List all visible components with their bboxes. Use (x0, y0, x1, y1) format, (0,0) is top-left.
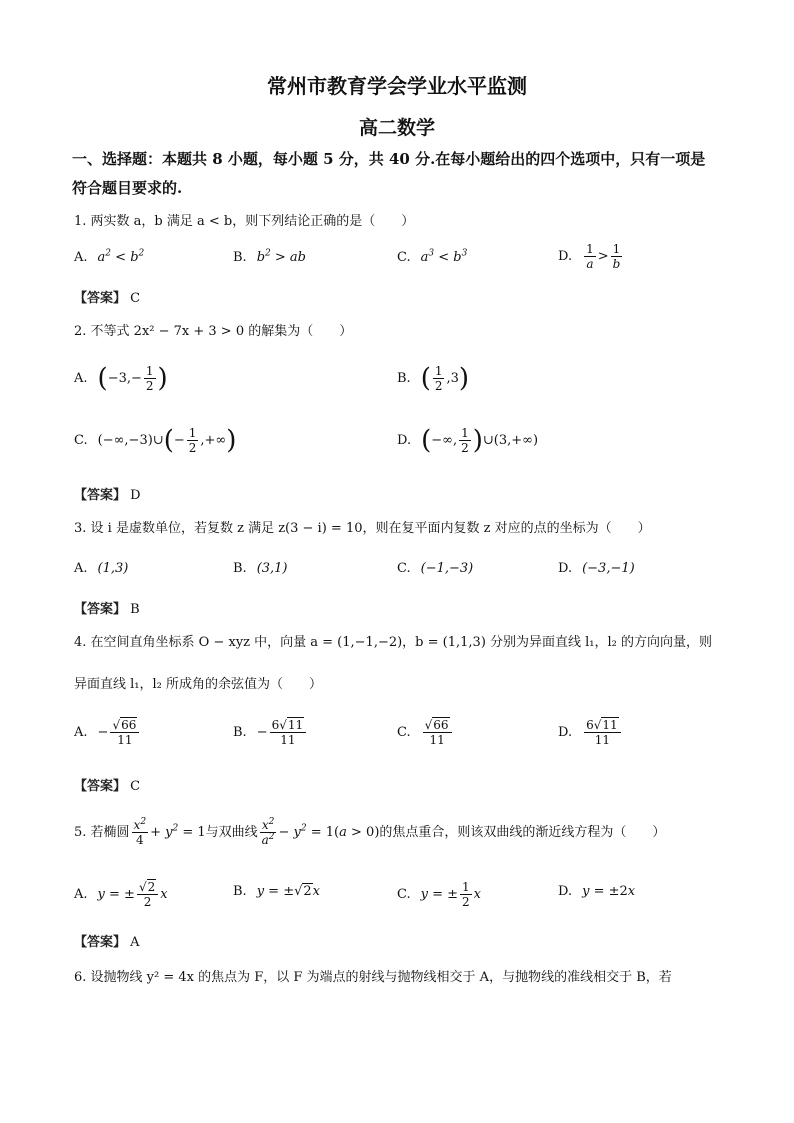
q1-option-c-expr: $a^3 < b^3$ (420, 248, 468, 265)
q5-option-b (233, 884, 320, 899)
option-label: B. (233, 725, 247, 740)
option-label: C. (397, 725, 411, 740)
section-heading-line2: 符合题目要求的. (72, 179, 183, 197)
section-heading (72, 145, 732, 203)
q4-answer (74, 775, 140, 794)
question-4-text-line2: 异面直线 l₁，l₂ 所成角的余弦值为（ ） (74, 677, 323, 692)
option-label: C. (397, 887, 411, 902)
q2-option-a-expr: (−3,− $\frac{1}{2}$ ) (97, 363, 168, 394)
q5-option-d (558, 884, 635, 899)
q4-option-b (233, 718, 308, 747)
page-title: 常州市教育学会学业水平监测 (267, 74, 527, 98)
q1-option-c (397, 250, 467, 265)
q5-text-part3: 的焦点重合，则该双曲线的渐近线方程为（ ） (379, 824, 666, 840)
option-label: A. (74, 561, 88, 576)
q3-option-d-expr: (−3,−1) (582, 561, 635, 576)
option-label: C. (397, 561, 411, 576)
q4-option-d (558, 718, 623, 747)
q5-option-c-expr: y = ± $\frac{1}{2}$ x (420, 880, 482, 909)
q3-option-b (233, 561, 288, 576)
q2-option-c-expr: (−∞,−3)∪(− $\frac{1}{2}$ ,+∞) (97, 425, 237, 456)
answer-value: D (130, 488, 141, 503)
q2-option-c (74, 426, 236, 455)
q3-option-c-expr: (−1,−3) (420, 561, 474, 576)
q1-answer (74, 287, 140, 306)
q1-option-b (233, 250, 306, 265)
q5-text-part2: 与双曲线 (205, 824, 258, 840)
q5-hyperbola-eq: $\frac{x^2}{a^2}$ − $y^2 = 1(a > 0)$ (261, 817, 380, 847)
question-4-text: 4. 在空间直角坐标系 O − xyz 中，向量 a = (1,−1,−2)，b = (1,1,3) 分别为异面直线 l₁，l₂ 的方向向量，则 (74, 635, 713, 650)
answer-tag: 【答案】 (74, 488, 127, 503)
q1-option-a-expr: $a^2 < b^2$ (97, 248, 145, 265)
option-label: D. (558, 561, 573, 576)
q5-option-a-expr: y = ± $\frac{√2}{2}$ x (97, 880, 168, 909)
option-label: D. (558, 725, 573, 740)
answer-tag: 【答案】 (74, 291, 127, 306)
q2-option-d (397, 426, 538, 455)
q1-option-b-expr: $b^2$ > ab (256, 248, 306, 265)
q2-option-b-expr: ( $\frac{1}{2}$ ,3) (420, 363, 470, 394)
q2-option-b (397, 364, 469, 393)
option-label: B. (233, 884, 247, 899)
question-6-text: 6. 设抛物线 y² = 4x 的焦点为 F，以 F 为端点的射线与抛物线相交于 A，与抛物线的准线相交于 B，若 (74, 970, 672, 985)
answer-value: C (130, 779, 141, 794)
q1-option-d (558, 242, 624, 271)
option-label: C. (74, 433, 88, 448)
option-label: B. (233, 561, 247, 576)
section-heading-line1: 一、选择题：本题共 8 小题，每小题 5 分，共 40 分.在每小题给出的四个选项中，只有一项是 (72, 150, 706, 168)
option-label: D. (558, 884, 573, 899)
q5-text-part1: 5. 若椭圆 (74, 824, 130, 840)
option-label: A. (74, 371, 88, 386)
answer-value: C (130, 291, 141, 306)
q4-option-c (397, 718, 454, 747)
q2-option-a (74, 364, 168, 393)
question-3-text: 3. 设 i 是虚数单位，若复数 z 满足 z(3 − i) = 10，则在复平面内复数 z 对应的点的坐标为（ ） (74, 521, 651, 536)
question-1-text: 1. 两实数 a，b 满足 a < b，则下列结论正确的是（ ） (74, 214, 415, 229)
answer-tag: 【答案】 (74, 602, 127, 617)
page-subtitle: 高二数学 (358, 117, 435, 139)
option-label: A. (74, 725, 88, 740)
option-label: B. (397, 371, 411, 386)
q5-option-d-expr: y = ±2x (582, 884, 636, 899)
answer-value: A (130, 935, 140, 950)
answer-tag: 【答案】 (74, 935, 127, 950)
option-label: D. (558, 249, 573, 264)
option-label: C. (397, 250, 411, 265)
q4-option-d-expr: $\frac{6√11}{11}$ (582, 718, 623, 747)
q4-option-a (74, 718, 141, 747)
answer-tag: 【答案】 (74, 779, 127, 794)
option-label: A. (74, 250, 88, 265)
q4-option-c-expr: $\frac{√66}{11}$ (421, 718, 454, 747)
answer-value: B (130, 602, 140, 617)
option-label: A. (74, 887, 88, 902)
question-5-text (74, 818, 734, 847)
q3-option-c (397, 561, 473, 576)
q3-option-a (74, 561, 128, 576)
q1-option-d-expr: $\frac{1}{a}$ > $\frac{1}{b}$ (586, 242, 621, 271)
q1-option-a (74, 250, 144, 265)
option-label: B. (233, 250, 247, 265)
q3-option-b-expr: (3,1) (256, 561, 288, 576)
q4-option-a-expr: − $\frac{√66}{11}$ (98, 718, 142, 747)
q5-option-a (74, 880, 168, 909)
q4-option-b-expr: − $\frac{6√11}{11}$ (257, 718, 308, 747)
q3-option-d (558, 561, 635, 576)
q5-ellipse-eq: $\frac{x^2}{4}$ + $y^2 = 1$ (133, 817, 206, 847)
q2-option-d-expr: (−∞, $\frac{1}{2}$ )∪(3,+∞) (421, 425, 539, 456)
q3-option-a-expr: (1,3) (97, 561, 129, 576)
q5-answer (74, 931, 140, 950)
question-2-text: 2. 不等式 2x² − 7x + 3 > 0 的解集为（ ） (74, 324, 353, 339)
q5-option-c (397, 880, 481, 909)
q2-answer (74, 484, 141, 503)
option-label: D. (397, 433, 412, 448)
q5-option-b-expr: y = ±√2x (256, 884, 320, 899)
q3-answer (74, 598, 140, 617)
